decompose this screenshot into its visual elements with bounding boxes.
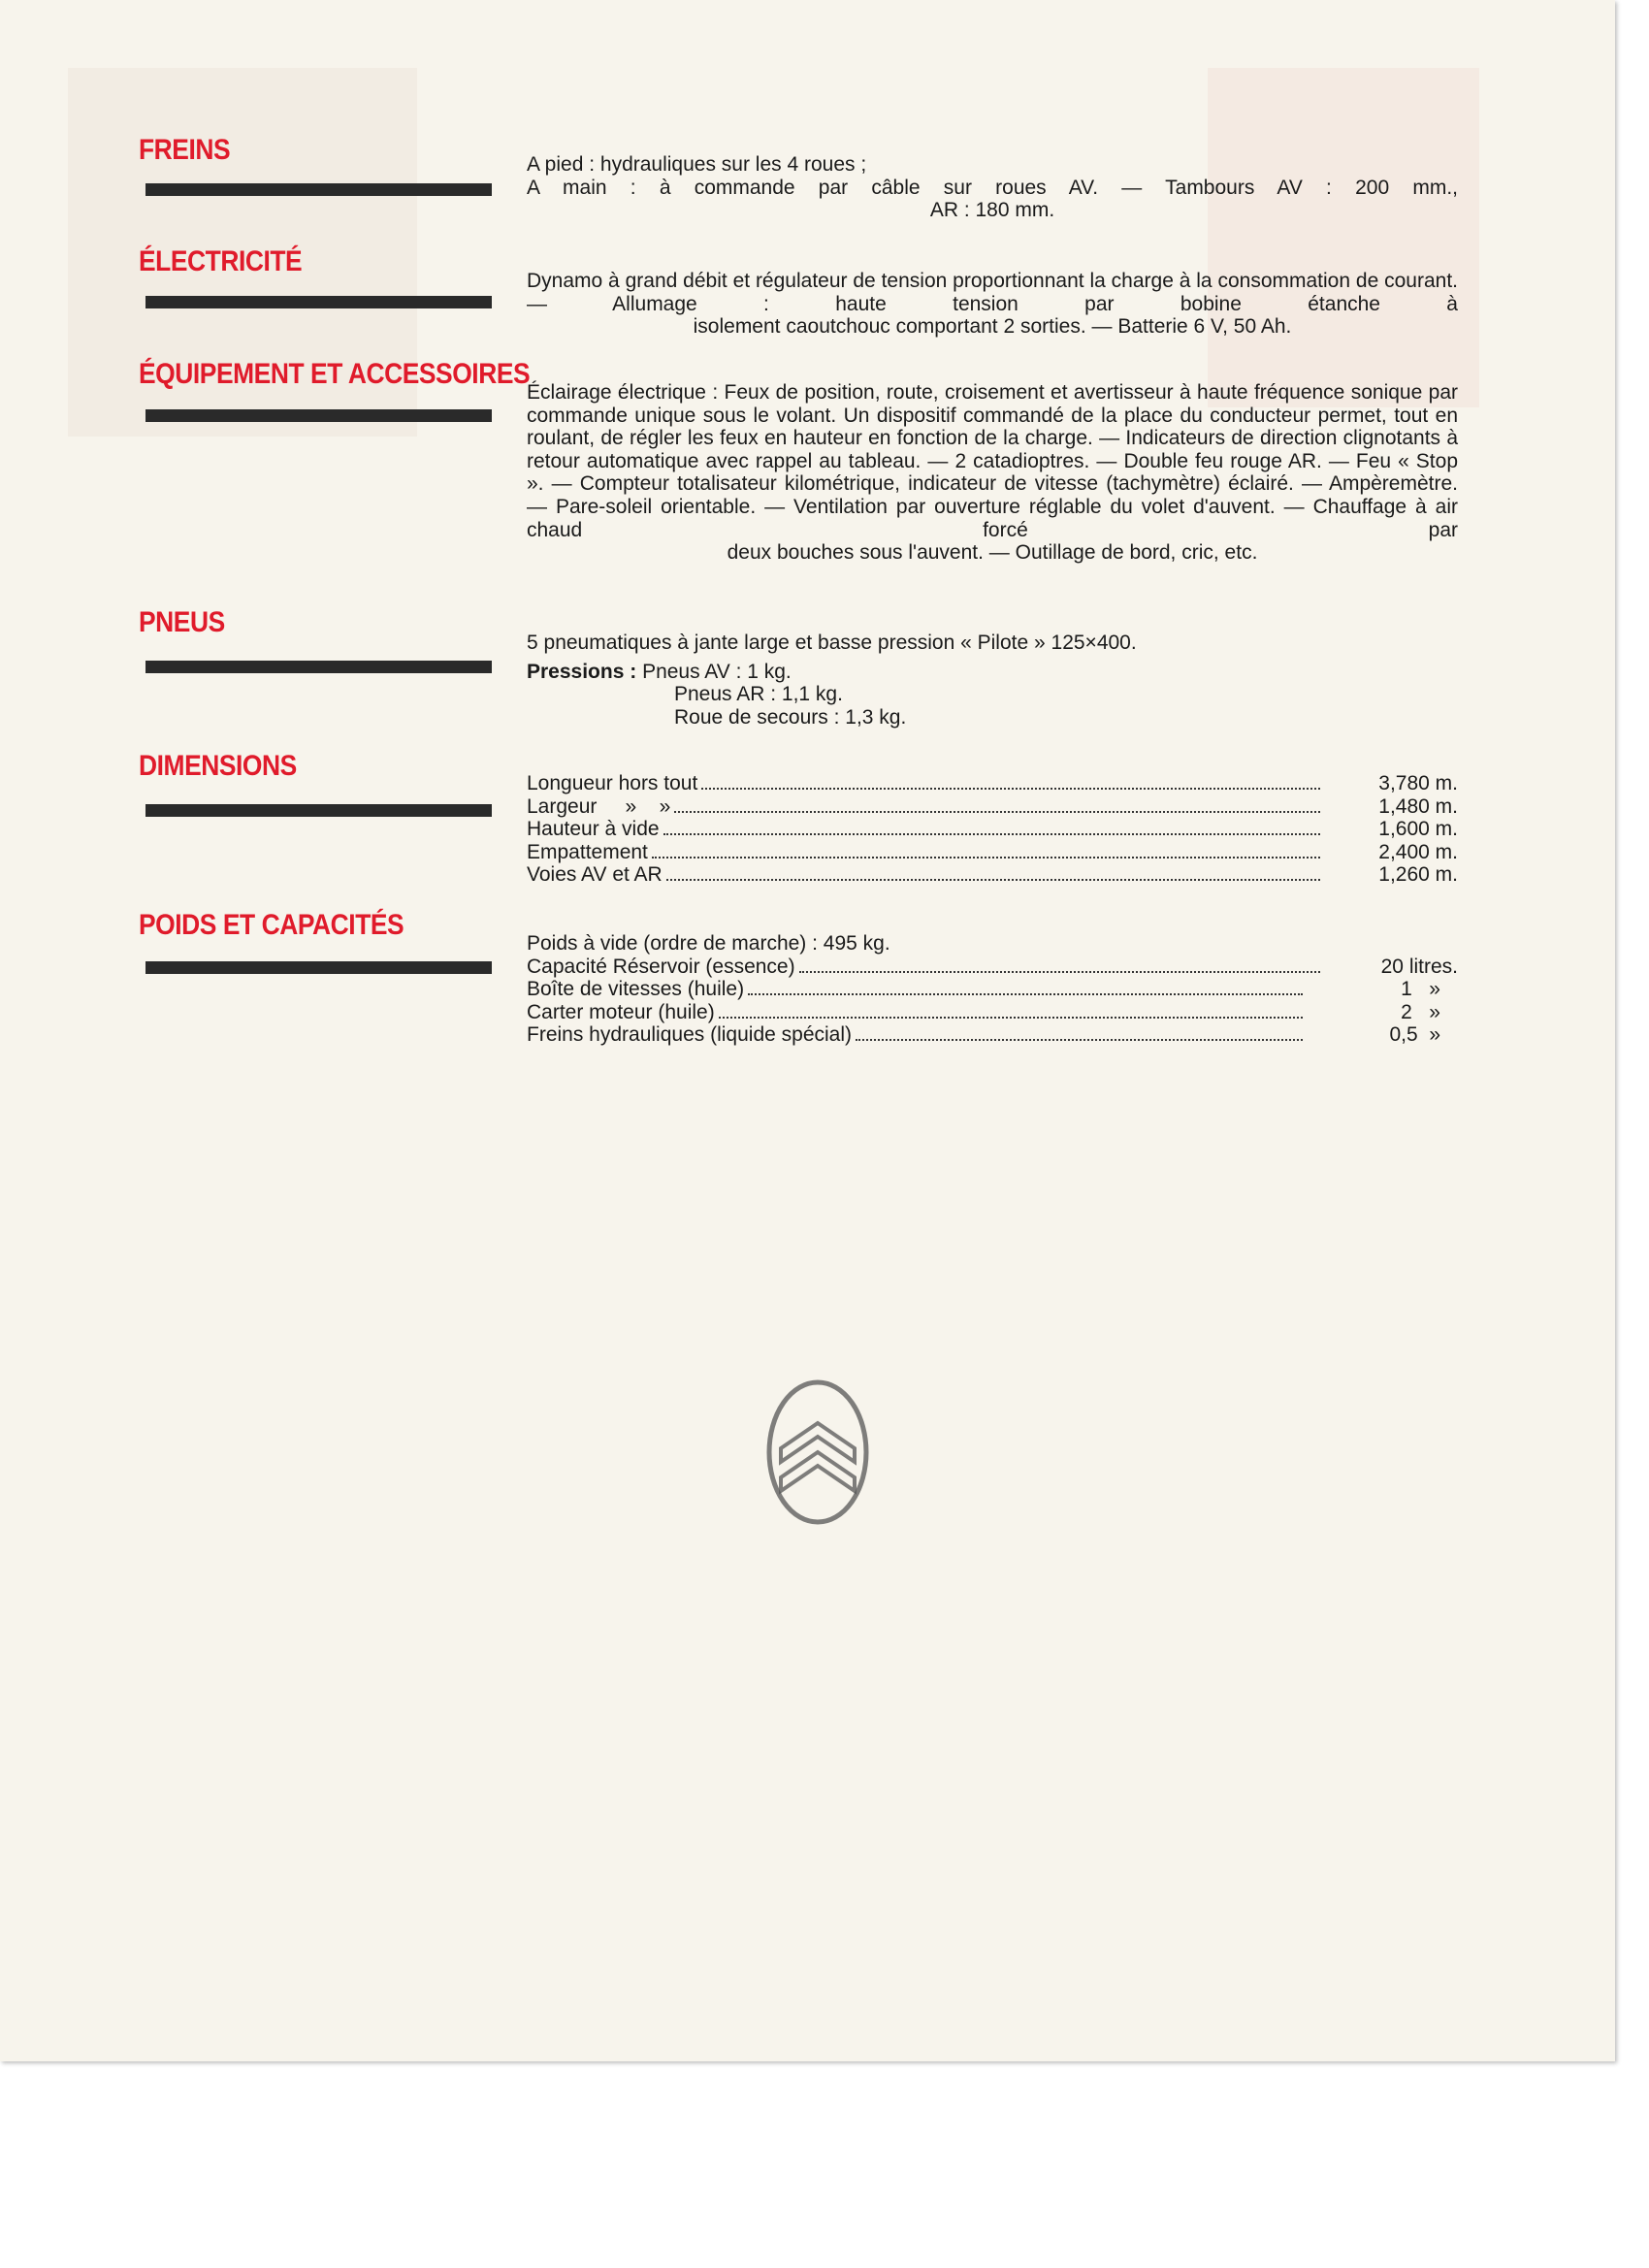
heading-freins: FREINS	[139, 134, 231, 166]
heading-poids-capacites: POIDS ET CAPACITÉS	[139, 909, 404, 941]
row-label: Longueur hors tout	[527, 772, 698, 794]
row-label: Empattement	[527, 840, 648, 863]
heading-pneus: PNEUS	[139, 606, 225, 638]
heading-equipement: ÉQUIPEMENT ET ACCESSOIRES	[139, 358, 531, 390]
dimensions-table	[527, 772, 1458, 887]
row-value: 2 »	[1401, 1000, 1440, 1023]
row-value: 2,400 m.	[1378, 840, 1458, 863]
row-label: Carter moteur (huile)	[527, 1000, 715, 1023]
row-value: 1 »	[1401, 978, 1440, 1001]
text-paragraph: Dynamo à grand débit et régulateur de tension proportionnant la charge à la consommation de courant. — Allumage : haute tension par bobine étanche à	[527, 270, 1458, 315]
dimension-row	[527, 795, 1458, 819]
heading-bar	[146, 409, 492, 422]
row-label: Freins hydrauliques (liquide spécial)	[527, 1023, 852, 1047]
capacity-row	[527, 978, 1458, 1001]
row-label: Largeur » »	[527, 794, 671, 818]
dimension-row	[527, 841, 1458, 864]
bleed-through-illustration	[1208, 68, 1479, 407]
row-label: Boîte de vitesses (huile)	[527, 978, 745, 1001]
text-line: AR : 180 mm.	[929, 199, 1055, 222]
citroen-chevron-logo	[760, 1373, 876, 1533]
heading-bar	[146, 661, 492, 673]
row-value: 3,780 m.	[1378, 772, 1458, 794]
text-line: Poids à vide (ordre de marche) : 495 kg.	[527, 932, 890, 955]
text-line: A main : à commande par câble sur roues AV. — Tambours AV : 200 mm.,	[527, 176, 1458, 199]
heading-dimensions: DIMENSIONS	[139, 750, 297, 782]
dimension-row	[527, 772, 1458, 795]
pression-ar: Pneus AR : 1,1 kg.	[674, 683, 843, 706]
heading-bar	[146, 183, 492, 196]
row-value: 20 litres.	[1380, 955, 1458, 978]
heading-bar	[146, 804, 492, 817]
equipement-text	[527, 381, 1458, 565]
row-label: Hauteur à vide	[527, 818, 660, 841]
capacity-row	[527, 1023, 1458, 1047]
pression-av: Pneus AV : 1 kg.	[642, 660, 792, 683]
dimension-row	[527, 863, 1458, 887]
heading-bar	[146, 296, 492, 308]
row-value: 1,480 m.	[1378, 794, 1458, 818]
text-line: deux bouches sous l'auvent. — Outillage de bord, cric, etc.	[727, 541, 1258, 565]
pression-secours: Roue de secours : 1,3 kg.	[674, 705, 907, 729]
text-line: isolement caoutchouc comportant 2 sorties. — Batterie 6 V, 50 Ah.	[693, 315, 1292, 339]
row-value: 1,260 m.	[1378, 863, 1458, 887]
heading-electricite: ÉLECTRICITÉ	[139, 245, 303, 277]
pressions-label: Pressions :	[527, 660, 637, 683]
row-value: 0,5 »	[1389, 1023, 1440, 1047]
pneus-text	[527, 632, 1458, 729]
freins-text	[527, 153, 1458, 222]
capacity-row	[527, 956, 1458, 979]
row-value: 1,600 m.	[1378, 818, 1458, 841]
capacity-row	[527, 1001, 1458, 1024]
dimension-row	[527, 818, 1458, 841]
text-line: 5 pneumatiques à jante large et basse pression « Pilote » 125×400.	[527, 632, 1137, 654]
heading-bar	[146, 961, 492, 974]
poids-table	[527, 932, 1458, 1047]
row-label: Voies AV et AR	[527, 863, 663, 887]
electricite-text	[527, 270, 1458, 339]
text-line: A pied : hydrauliques sur les 4 roues ;	[527, 153, 867, 176]
text-paragraph: Éclairage électrique : Feux de position, route, croisement et avertisseur à haute fréquence sonique par commande unique sous le volant. Un dispositif commandé de la place du conducteur permet, tout en roulant, de régler les feux en hauteur en fonction de la charge. — Indicateurs de direction clignotants à retour automatique avec rappel au tableau. — 2 catadioptres. — Double feu rouge AR. — Feu « Stop ». — Compteur totalisateur kilométrique, indicateur de vitesse (tachymètre) éclairé. — Ampèremètre. — Pare-soleil orientable. — Ventilation par ouverture réglable du volet d'auvent. — Chauffage à air chaud forcé par	[527, 381, 1458, 541]
row-label: Capacité Réservoir (essence)	[527, 955, 795, 978]
